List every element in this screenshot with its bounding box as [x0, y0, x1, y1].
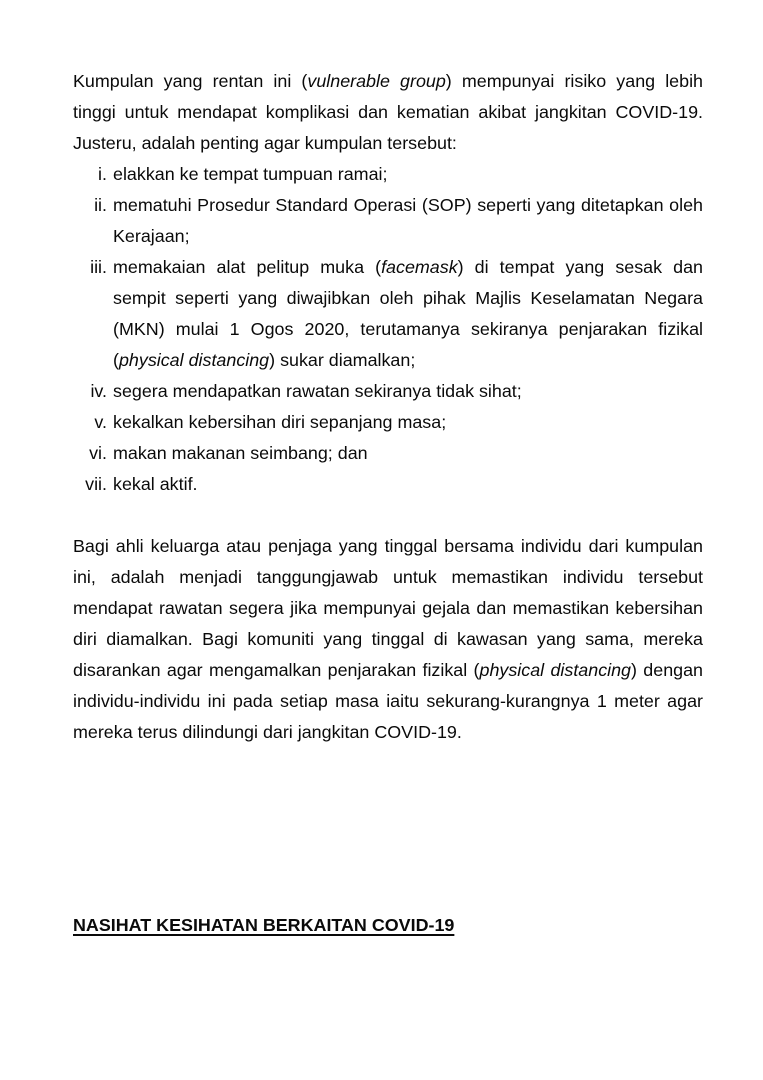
text-segment: kekal aktif. [113, 474, 198, 494]
list-item [73, 469, 703, 500]
text-segment: Kumpulan yang rentan ini ( [73, 71, 308, 91]
foreign-term: physical distancing [479, 660, 632, 680]
foreign-term: physical distancing [118, 350, 270, 370]
text-segment: Bagi ahli keluarga atau penjaga yang tinggal bersama individu dari kumpulan ini, adalah menjadi tanggungjawab untuk memastikan individu tersebut mendapat rawatan segera jika mempunyai gejala dan memastikan kebersihan diri diamalkan. Bagi komuniti yang tinggal di kawasan yang sama, mereka disarankan agar mengamalkan penjarakan fizikal ( [73, 536, 703, 680]
list-item-number: v. [94, 412, 107, 432]
text-segment: ) di tempat yang sesak dan sempit seperti yang diwajibkan oleh pihak Majlis Keselamatan Negara (MKN) mulai 1 Ogos 2020, terutamanya sekiranya penjarakan fizikal ( [113, 257, 703, 370]
foreign-term: vulnerable group [307, 71, 446, 91]
list-item-number: i. [98, 164, 107, 184]
recommendations-list [73, 159, 703, 500]
section-heading [73, 910, 703, 941]
list-item-text [113, 252, 703, 376]
text-segment: makan makanan seimbang; dan [113, 443, 368, 463]
foreign-term: facemask [381, 257, 458, 277]
list-item-number: vi. [89, 443, 107, 463]
text-segment: ) dengan individu-individu ini pada setiap masa iaitu sekurang-kurangnya 1 meter agar mereka terus dilindungi dari jangkitan COVID-19. [73, 660, 703, 742]
caregiver-paragraph [73, 531, 703, 748]
list-item-number: vii. [85, 474, 107, 494]
list-item [73, 376, 703, 407]
list-item-text [113, 438, 703, 469]
page-content [73, 0, 703, 941]
list-item-text [113, 190, 703, 252]
text-segment: memakaian alat pelitup muka ( [113, 257, 382, 277]
list-item-number: iv. [90, 381, 107, 401]
text-segment: elakkan ke tempat tumpuan ramai; [113, 164, 388, 184]
intro-paragraph [73, 66, 703, 159]
list-item [73, 252, 703, 376]
list-item [73, 159, 703, 190]
list-item-number: ii. [94, 195, 107, 215]
text-segment: ) mempunyai risiko yang lebih tinggi untuk mendapat komplikasi dan kematian akibat jangkitan COVID-19. Justeru, adalah penting agar kumpulan tersebut: [73, 71, 703, 153]
list-item-text [113, 159, 703, 190]
text-segment: ) sukar diamalkan; [269, 350, 416, 370]
section-heading-text: NASIHAT KESIHATAN BERKAITAN COVID-19 [73, 915, 455, 935]
list-item [73, 438, 703, 469]
text-segment: kekalkan kebersihan diri sepanjang masa; [113, 412, 447, 432]
text-segment: mematuhi Prosedur Standard Operasi (SOP) seperti yang ditetapkan oleh Kerajaan; [113, 195, 703, 246]
list-item [73, 407, 703, 438]
list-item-text [113, 469, 703, 500]
list-item [73, 190, 703, 252]
list-item-text [113, 376, 703, 407]
list-item-text [113, 407, 703, 438]
list-item-number: iii. [90, 257, 107, 277]
text-segment: segera mendapatkan rawatan sekiranya tidak sihat; [113, 381, 522, 401]
